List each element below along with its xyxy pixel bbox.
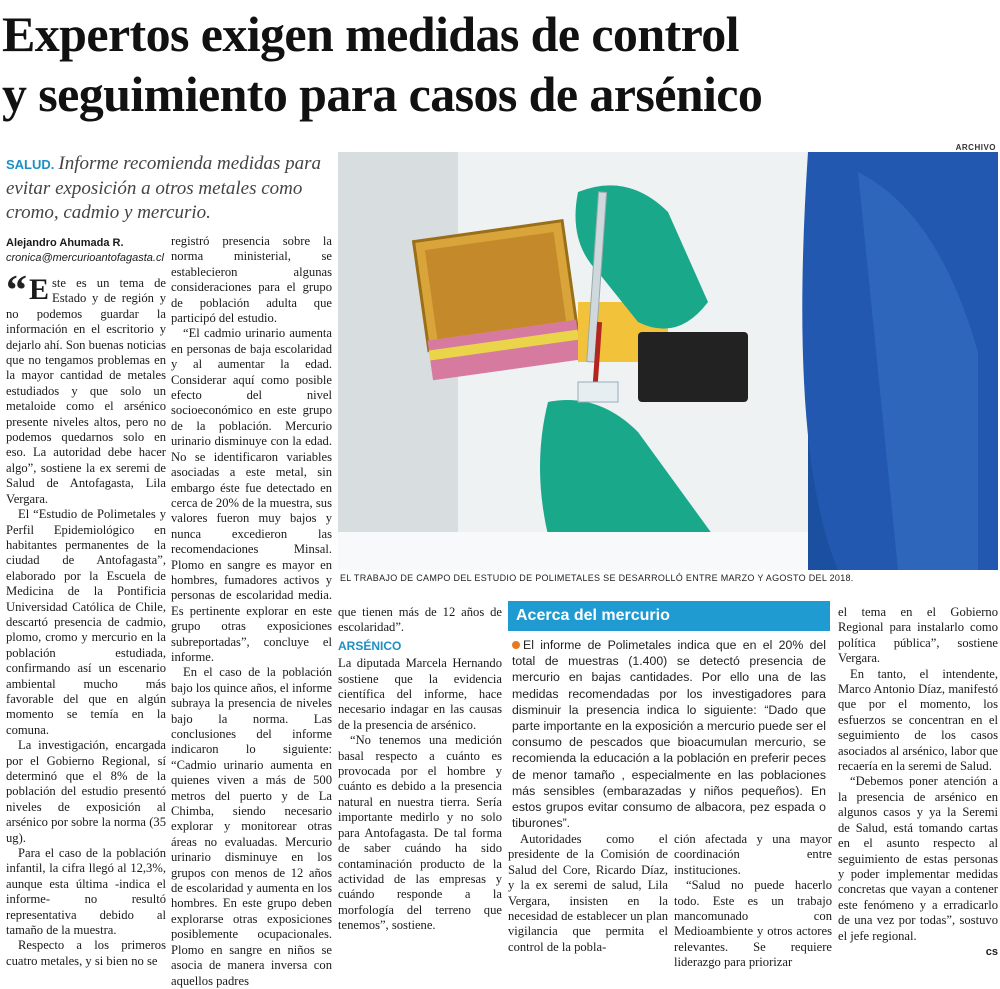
end-mark: cs — [985, 945, 998, 958]
photo-caption: EL TRABAJO DE CAMPO DEL ESTUDIO DE POLIMETALES SE DESARROLLÓ ENTRE MARZO Y AGOSTO DEL 2018. — [340, 573, 854, 583]
drop-cap: E — [29, 273, 50, 306]
paragraph: La investigación, encargada por el Gobierno Regional, sí determinó que el 8% de la población del estudio presentó niveles de exposición al arsénico por sobre la norma (35 ug). — [6, 738, 166, 845]
paragraph: que tienen más de 12 años de escolaridad”. — [338, 605, 502, 635]
byline — [6, 236, 166, 266]
bullet-icon — [512, 641, 520, 649]
column-4 — [508, 832, 668, 955]
paragraph: Respecto a los primeros cuatro metales, y si bien no se — [6, 938, 166, 968]
sidebar-title: Acerca del mercurio — [508, 601, 830, 631]
deck — [6, 152, 332, 225]
lead-paragraph: “ E ste es un tema de Estado y de región y no podemos guardar la información en el escritorio y dejarlo ahí. Son buenas noticias que no tengamos problemas en la mayor cantidad de metales estudiados y que solo un metaloide como el arsénico presente niveles altos, pero no podemos quedarnos solo en eso. La autoridad debe hacer algo”, sostiene la ex seremi de Salud de Antofagasta, Lila Vergara. — [6, 268, 166, 506]
headline-line-2: y seguimiento para casos de arsénico — [2, 66, 763, 122]
paragraph: “Debemos poner atención a la presencia de arsénico en algunos casos y ya la Seremi de Salud, está tomando cartas en el asunto respecto al seguimiento de estas personas y poder implementar medidas concretas que vayan a contener este fenómeno y a erradicarlo de una vez por todas”, sostuvo el jefe regional. — [838, 774, 998, 943]
paragraph: “Salud no puede hacerlo todo. Este es un trabajo mancomunado con Medioambiente y otros actores relevantes. Se requiere liderazgo para priorizar — [674, 878, 832, 970]
deck-text: Informe recomienda medidas para evitar exposición a otros metales como cromo, cadmio y mercurio. — [6, 153, 322, 223]
sidebar-body: El informe de Polimetales indica que en el 20% del total de muestras (1.400) se detectó presencia de mercurio en bajas cantidades. Por ello una de las medidas recomendadas por los investigadores para disminuir la presencia indica lo siguiente: “Dado que parte importante en la exposición a mercurio puede ser el consumo de pescados que bioacumulan mercurio, se recomienda la educación a la población en preferir peces de menor tamaño , especialmente en las poblaciones más sensibles (embarazadas y niños pequeños). En estos grupos evitar consumo de albacora, pez espada o tiburones”. — [512, 638, 826, 831]
paragraph: “No tenemos una medición basal respecto a cuánto es provocada por el hombre y cuánto es debido a la presencia natural en nuestra tierra. Sería importante medirlo y no solo para Antofagasta. De tal forma de saber cuándo ha sido contaminación producto de la actividad de las empresas y cuándo responde a la morfología del terreno que tenemos”, sostiene. — [338, 733, 502, 933]
column-5 — [674, 832, 832, 971]
headline — [2, 4, 998, 124]
paragraph: registró presencia sobre la norma ministerial, se establecieron algunas consideraciones para el grupo de población adulta que participó del estudio. — [171, 234, 332, 326]
lab-photo-illustration — [338, 152, 998, 570]
column-6 — [838, 605, 998, 960]
paragraph: En el caso de la población bajo los quince años, el informe subraya la presencia de niveles bajo la norma. Las conclusiones del informe indicaron lo siguiente: “Cadmio urinario aumenta en quienes viven a más de 500 metros del puerto y de La Chimba, siendo necesario explorar y monitorear otras áreas no evaluadas. Mercurio urinario disminuye en los grupos con menos de 12 años de escolaridad y aumenta en los hombres. En este grupo deben explorarse otras exposiciones posiblemente ocupacionales. Plomo en sangre en niños se asocia de manera inversa con aquellos padres — [171, 665, 332, 988]
paragraph: La diputada Marcela Hernando sostiene que la evidencia científica del informe, hace necesario indagar en las causas de la presencia de arsénico. — [338, 656, 502, 732]
subheading-arsenico: ARSÉNICO — [338, 638, 402, 653]
mercury-sidebar-box — [508, 601, 830, 831]
paragraph: En tanto, el intendente, Marco Antonio Díaz, manifestó que por el momento, los esfuerzos se concentran en el seguimiento de los casos asociados al arsénico, labor que recaería en la seremi de Salud. — [838, 666, 998, 774]
author-name: Alejandro Ahumada R. — [6, 237, 124, 249]
paragraph: “El cadmio urinario aumenta en personas de baja escolaridad y al aumentar la edad. Considerar aquí como posible efecto del nivel socioeconómico en este grupo de la población. Mercurio urinario disminuye con la edad. No se identificaron variables asociadas a este metal, sin embargo éste fue detectado en cerca de 20% de la muestra, sus valores fueron muy bajos y nunca excedieron las recomendaciones Minsal. Plomo en sangre es mayor en hombres, fumadores activos y personas de escolaridad media. Es pertinente explorar en este grupo otras exposiciones subreportadas”, concluye el informe. — [171, 326, 332, 664]
paragraph: Para el caso de la población infantil, la cifra llegó al 12,3%, aunque esta última -indica el informe- no resultó representativa debido al tamaño de la muestra. — [6, 846, 166, 938]
column-2 — [171, 234, 332, 989]
paragraph: ción afectada y una mayor coordinación entre instituciones. — [674, 832, 832, 877]
paragraph: el tema en el Gobierno Regional para instalarlo como política pública”, sostiene Vergara. — [838, 605, 998, 666]
paragraph: Autoridades como el presidente de la Comisión de Salud del Core, Ricardo Díaz, y la ex seremi de salud, Lila Vergara, insisten en la necesidad de establecer un plan vigilancia que permita el control de la pobla- — [508, 832, 668, 954]
headline-line-1: Expertos exigen medidas de control — [2, 6, 739, 62]
photo-credit: ARCHIVO — [955, 143, 996, 152]
column-3 — [338, 605, 502, 934]
column-1 — [6, 268, 166, 969]
quote-mark: “ — [6, 268, 27, 314]
author-email[interactable]: cronica@mercurioantofagasta.cl — [6, 252, 164, 264]
paragraph: El “Estudio de Polimetales y Perfil Epidemiológico en habitantes permanentes de la ciudad de Antofagasta”, elaborado por la Escuela de Medicina de la Pontificia Universidad Católica de Chile, descartó presencia de cadmio, plomo, cromo y mercurio en la población estudiada, confirmando así un escenario ambiental mucho más favorable del que en algún momento se temía en la comuna. — [6, 507, 166, 737]
lab-photo — [338, 152, 998, 570]
section-tag: SALUD. — [6, 157, 55, 172]
